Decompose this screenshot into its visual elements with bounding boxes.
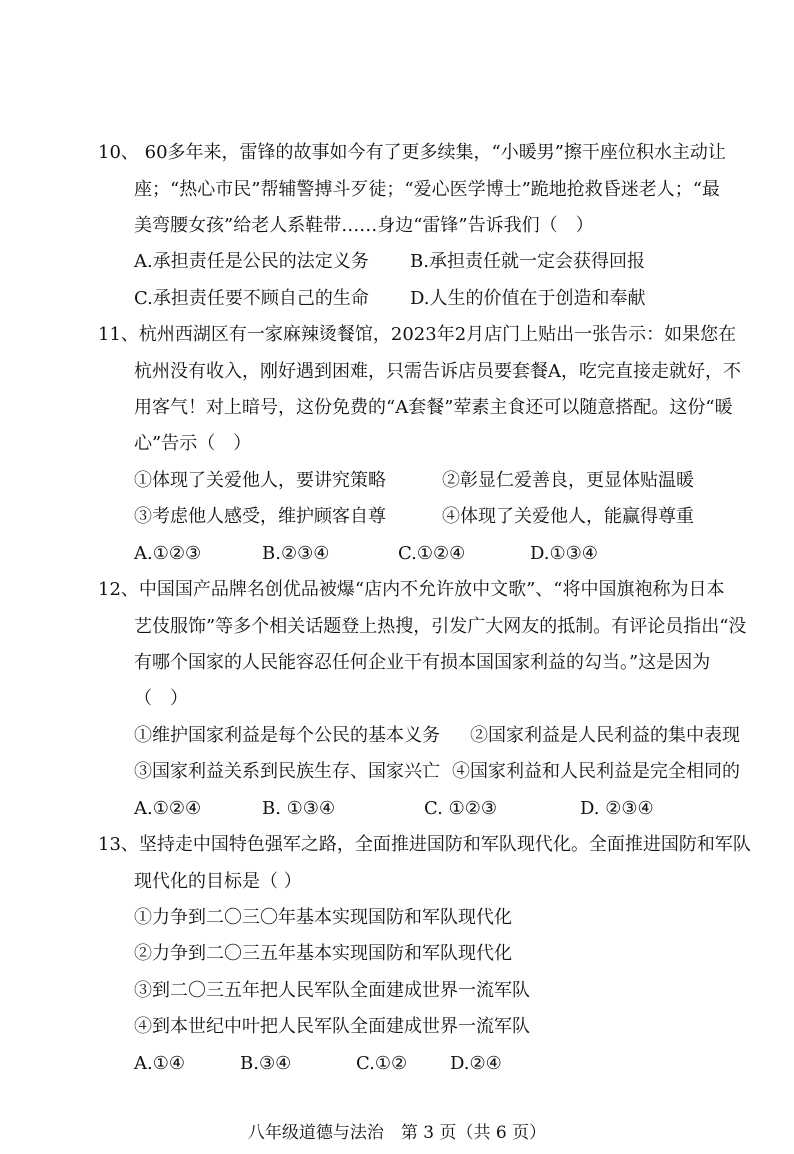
q13-option-c: C.①② bbox=[356, 1053, 408, 1074]
q13-statement-4: ④到本世纪中叶把人民军队全面建成世界一流军队 bbox=[134, 1016, 530, 1037]
q13-option-d: D.②④ bbox=[450, 1053, 502, 1074]
q11-stem-line-3: 用客气！对上暗号，这份免费的“A套餐”荤素主食还可以随意搭配。这份“暖 bbox=[134, 397, 733, 418]
q11-stem-line-2: 杭州没有收入，刚好遇到困难，只需告诉店员要套餐A，吃完直接走就好，不 bbox=[134, 361, 741, 382]
q13-stem-line-2: 现代化的目标是（ ） bbox=[134, 871, 302, 892]
q12-option-d: D. ②③④ bbox=[580, 798, 654, 819]
q13-statement-2: ②力争到二〇三五年基本实现国防和军队现代化 bbox=[134, 943, 512, 964]
q12-stem-line-4: （ ） bbox=[134, 688, 188, 709]
q11-stem-line-4: 心”告示（ ） bbox=[134, 433, 252, 454]
q10-option-d: D.人生的价值在于创造和奉献 bbox=[410, 288, 646, 309]
q12-stem-line-2: 艺伎服饰”等多个相关话题登上热搜，引发广大网友的抵制。有评论员指出“没 bbox=[134, 616, 747, 637]
q12-stem-line-3: 有哪个国家的人民能容忍任何企业干有损本国国家利益的勾当。”这是因为 bbox=[134, 652, 711, 673]
q12-statement-3: ③国家利益关系到民族生存、国家兴亡 bbox=[134, 761, 440, 782]
q12-statement-2: ②国家利益是人民利益的集中表现 bbox=[470, 725, 740, 746]
q12-option-a: A.①②④ bbox=[134, 798, 202, 819]
q12-option-b: B. ①③④ bbox=[262, 798, 336, 819]
q11-statement-4: ④体现了关爱他人，能赢得尊重 bbox=[442, 506, 694, 527]
q12-option-c: C. ①②③ bbox=[424, 798, 497, 819]
q11-statement-1: ①体现了关爱他人，要讲究策略 bbox=[134, 470, 386, 491]
q10-option-c: C.承担责任要不顾自己的生命 bbox=[134, 288, 369, 309]
q13-stem-line-1: 13、坚持走中国特色强军之路，全面推进国防和军队现代化。全面推进国防和军队 bbox=[98, 834, 751, 855]
q12-stem-line-1: 12、中国国产品牌名创优品被爆“店内不允许放中文歌”、“将中国旗袍称为日本 bbox=[98, 579, 725, 600]
q11-option-b: B.②③④ bbox=[262, 543, 330, 564]
q10-option-b: B.承担责任就一定会获得回报 bbox=[410, 251, 645, 272]
q10-stem-line-2: 座；“热心市民”帮辅警搏斗歹徒；“爱心医学博士”跪地抢救昏迷老人；“最 bbox=[134, 179, 721, 200]
q12-statement-1: ①维护国家利益是每个公民的基本义务 bbox=[134, 725, 440, 746]
q13-statement-1: ①力争到二〇三〇年基本实现国防和军队现代化 bbox=[134, 907, 512, 928]
q10-option-a: A.承担责任是公民的法定义务 bbox=[134, 251, 369, 272]
q13-option-a: A.①④ bbox=[134, 1053, 185, 1074]
q13-statement-3: ③到二〇三五年把人民军队全面建成世界一流军队 bbox=[134, 980, 530, 1001]
q12-statement-4: ④国家利益和人民利益是完全相同的 bbox=[452, 761, 740, 782]
q11-option-d: D.①③④ bbox=[530, 543, 598, 564]
q11-option-a: A.①②③ bbox=[134, 543, 202, 564]
page-footer: 八年级道德与法治 第 3 页（共 6 页） bbox=[247, 1123, 547, 1143]
q10-stem-line-1: 10、 60多年来，雷锋的故事如今有了更多续集，“小暖男”擦干座位积水主动让 bbox=[98, 142, 726, 163]
q11-stem-line-1: 11、杭州西湖区有一家麻辣烫餐馆，2023年2月店门上贴出一张告示：如果您在 bbox=[98, 324, 737, 345]
q10-stem-line-3: 美弯腰女孩”给老人系鞋带……身边“雷锋”告诉我们（ ） bbox=[134, 215, 594, 236]
q11-option-c: C.①②④ bbox=[398, 543, 466, 564]
q13-option-b: B.③④ bbox=[240, 1053, 292, 1074]
q11-statement-3: ③考虑他人感受，维护顾客自尊 bbox=[134, 506, 386, 527]
q11-statement-2: ②彰显仁爱善良，更显体贴温暖 bbox=[442, 470, 694, 491]
